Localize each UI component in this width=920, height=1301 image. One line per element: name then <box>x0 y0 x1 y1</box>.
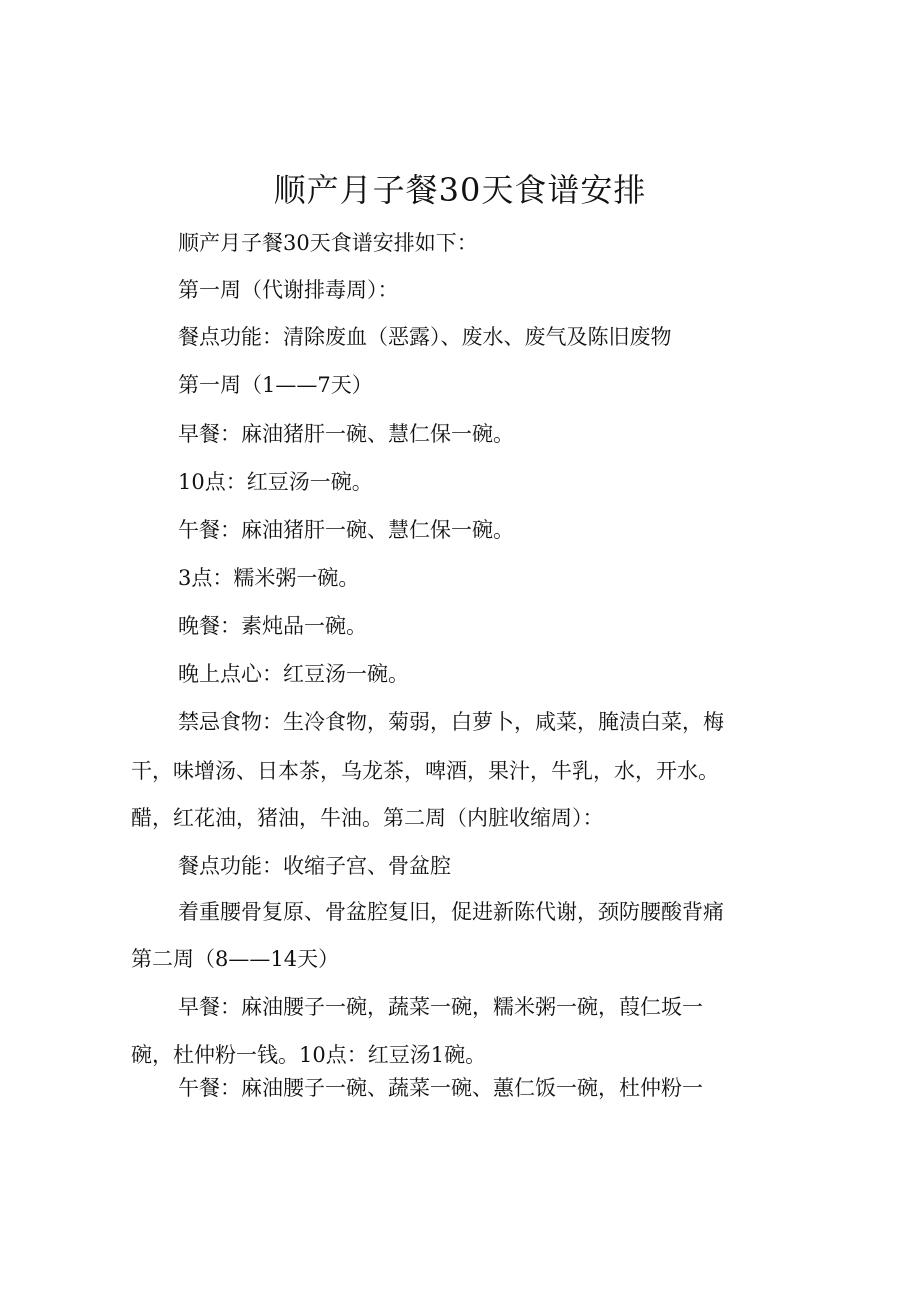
paragraph-line: 早餐：麻油猪肝一碗、慧仁保一碗。 <box>178 422 514 446</box>
paragraph-line: 醋，红花油，猪油，牛油。第二周（内脏收缩周）： <box>131 806 604 830</box>
paragraph-line: 第一周（代谢排毒周）： <box>178 278 399 302</box>
paragraph-line: 第一周（1——7天） <box>178 373 373 397</box>
paragraph-line: 干，味增汤、日本茶，乌龙茶，啤酒，果汁，牛乳，水，开水。 <box>131 759 719 783</box>
document-title: 顺产月子餐30天食谱安排 <box>273 171 647 209</box>
paragraph-line: 着重腰骨复原、骨盆腔复旧，促进新陈代谢，颈防腰酸背痛 <box>178 900 724 924</box>
paragraph-line: 餐点功能：清除废血（恶露）、废水、废气及陈旧废物 <box>178 325 672 349</box>
paragraph-line: 10点：红豆汤一碗。 <box>178 470 373 494</box>
paragraph-line: 晚餐：素炖品一碗。 <box>178 614 367 638</box>
paragraph-line: 餐点功能：收缩子宫、骨盆腔 <box>178 854 451 878</box>
paragraph-line: 午餐：麻油腰子一碗、蔬菜一碗、蕙仁饭一碗，杜仲粉一 <box>178 1076 703 1100</box>
paragraph-line: 禁忌食物：生冷食物，菊弱，白萝卜，咸菜，腌渍白菜，梅 <box>178 710 724 734</box>
paragraph-line: 碗，杜仲粉一钱。10点：红豆汤1碗。 <box>131 1043 487 1067</box>
paragraph-line: 晚上点心：红豆汤一碗。 <box>178 662 409 686</box>
paragraph-line: 午餐：麻油猪肝一碗、慧仁保一碗。 <box>178 518 514 542</box>
paragraph-line: 3点：糯米粥一碗。 <box>178 566 360 590</box>
paragraph-line: 第二周（8——14天） <box>131 947 340 971</box>
paragraph-line: 早餐：麻油腰子一碗，蔬菜一碗，糯米粥一碗，葭仁坂一 <box>178 995 703 1019</box>
paragraph-line: 顺产月子餐30天食谱安排如下： <box>178 231 478 255</box>
